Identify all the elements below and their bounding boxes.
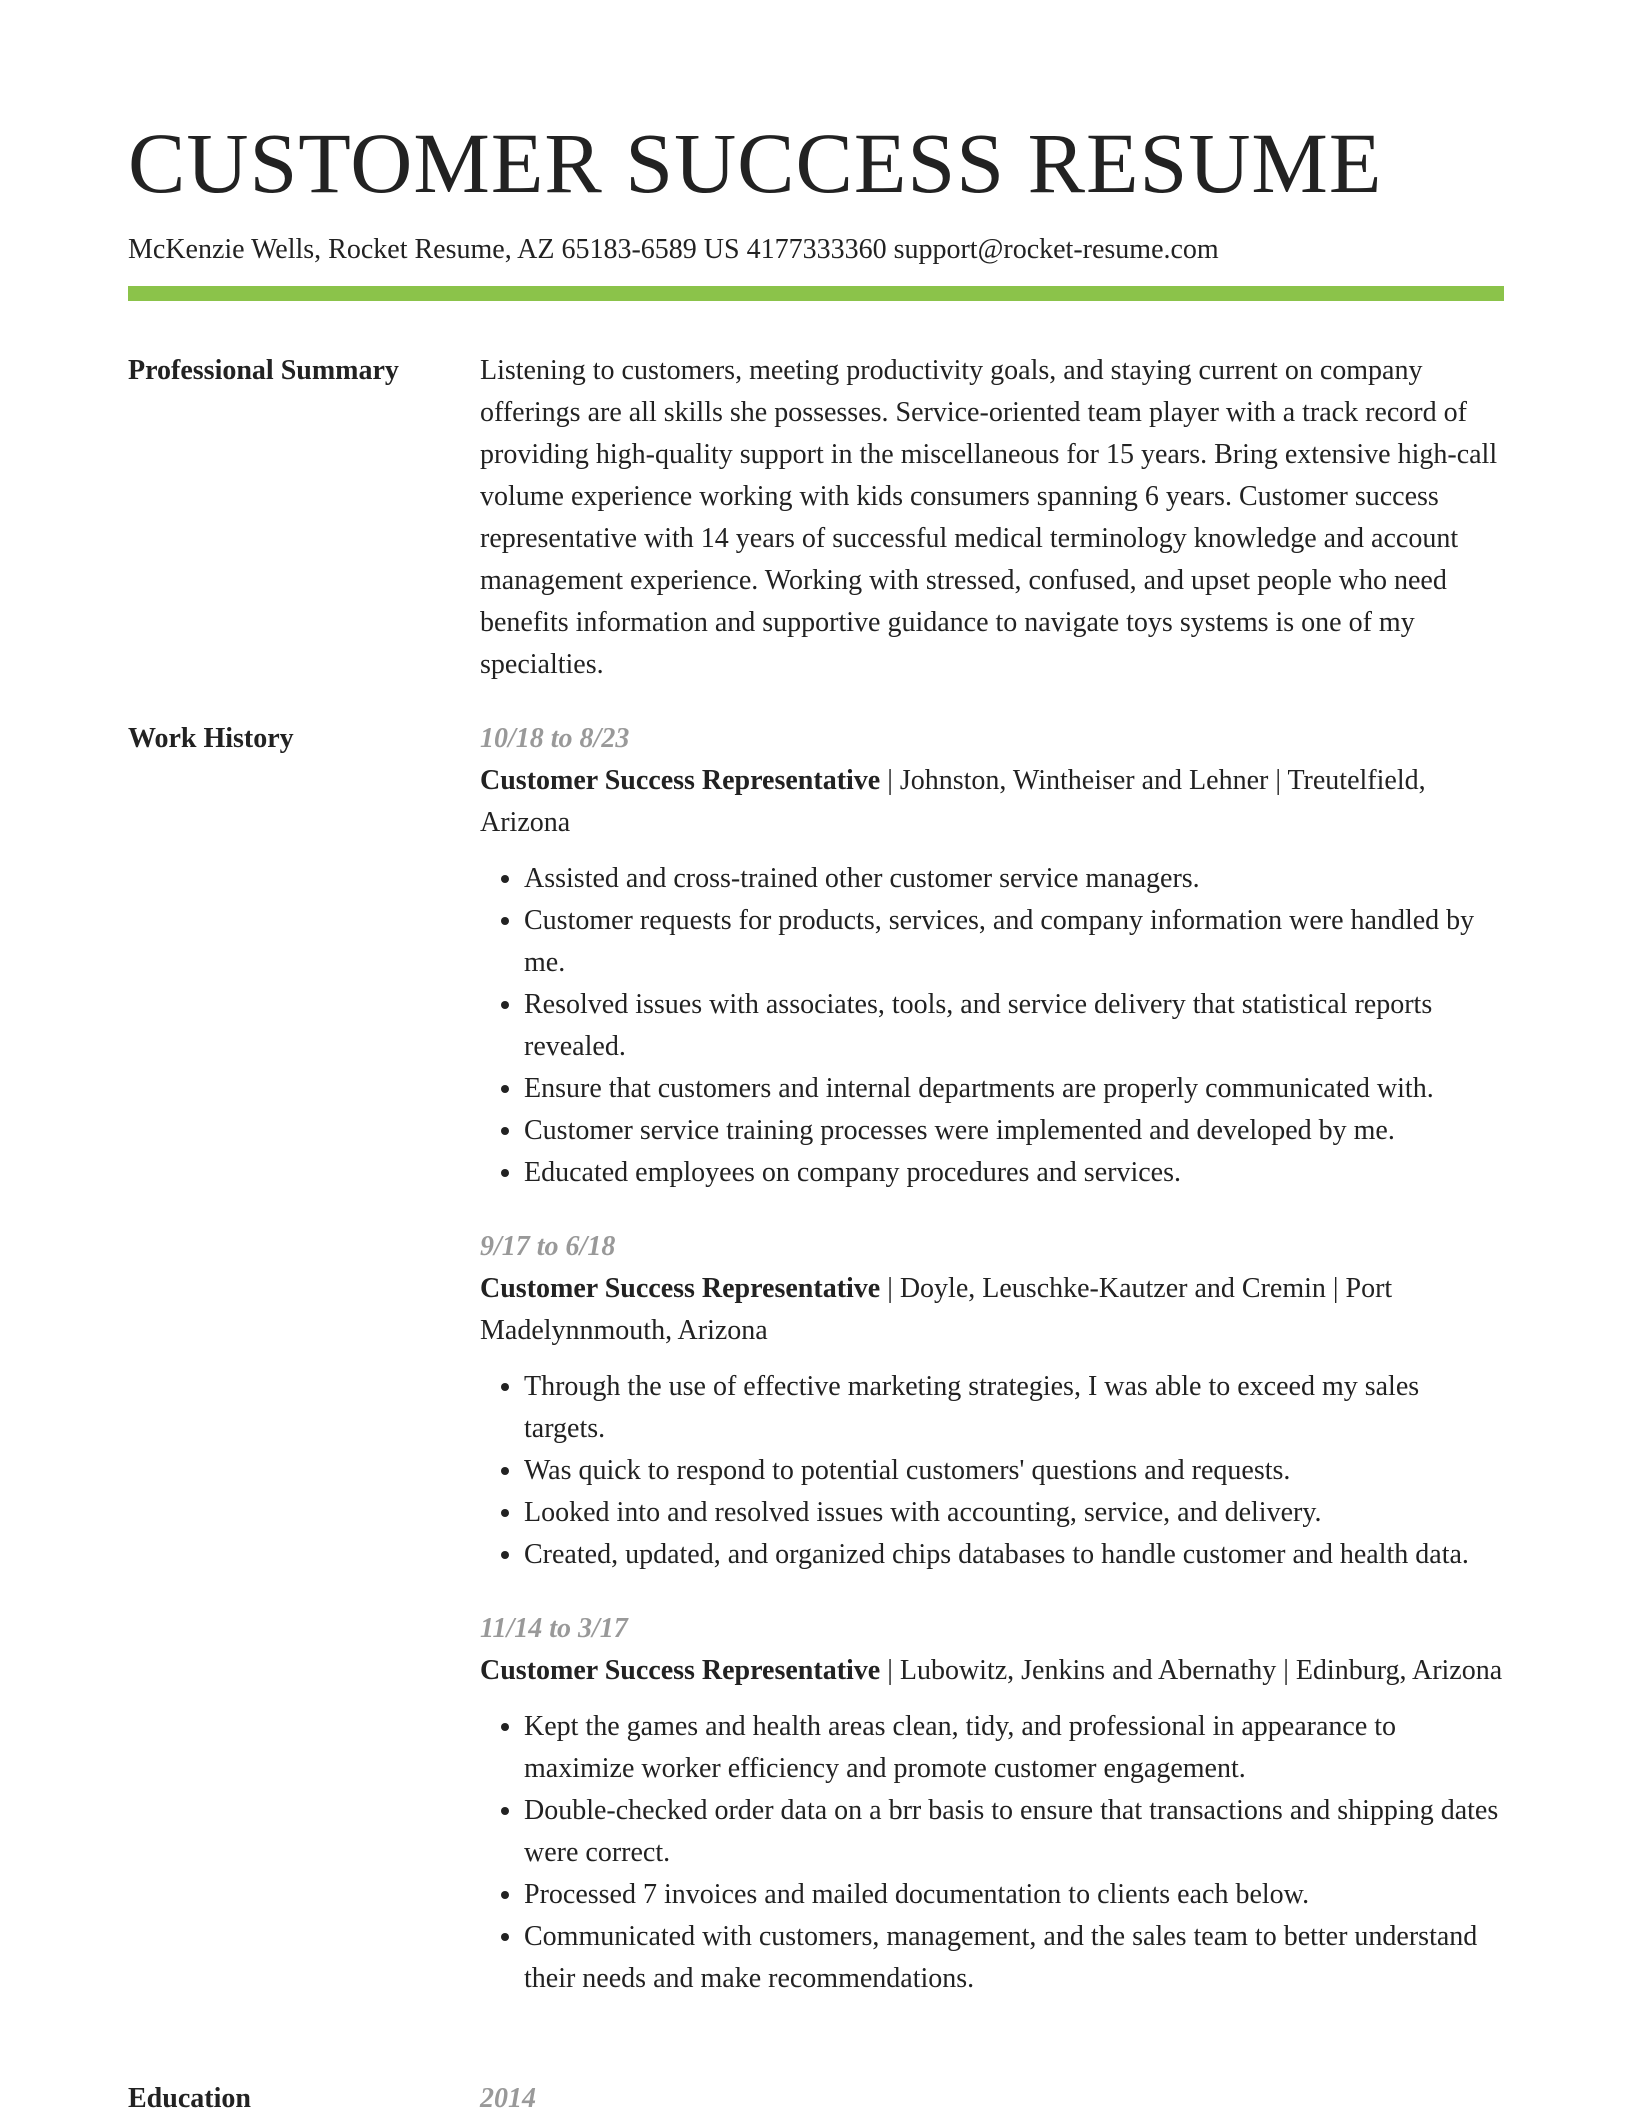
education-section xyxy=(480,2078,1506,2112)
job-bullet: • Was quick to respond to potential customers' questions and requests. xyxy=(524,1450,1506,1492)
job-bullet: • Communicated with customers, management, and the sales team to better understand their needs and make recommendations. xyxy=(524,1916,1506,2000)
resume-title: CUSTOMER SUCCESS RESUME xyxy=(128,115,1383,211)
job-employer-location: | Lubowitz, Jenkins and Abernathy | Edinburg, Arizona xyxy=(880,1655,1503,1686)
job-bullet: • Kept the games and health areas clean, tidy, and professional in appearance to maximize worker efficiency and promote customer engagement. xyxy=(524,1706,1506,1790)
job-bullet: • Looked into and resolved issues with accounting, service, and delivery. xyxy=(524,1492,1506,1534)
job-bullet: • Assisted and cross-trained other customer service managers. xyxy=(524,858,1506,900)
section-label-summary: Professional Summary xyxy=(128,355,399,386)
job-bullet: • Educated employees on company procedures and services. xyxy=(524,1152,1506,1194)
work-history-section xyxy=(480,718,1506,2032)
job-heading xyxy=(480,760,1506,844)
job-dates: 9/17 to 6/18 xyxy=(480,1231,616,1262)
job-bullets xyxy=(480,1706,1506,2000)
job-bullets xyxy=(480,1366,1506,1576)
job-title: Customer Success Representative xyxy=(480,765,881,796)
job-bullets xyxy=(480,858,1506,1194)
job-bullet: • Processed 7 invoices and mailed documentation to clients each below. xyxy=(524,1874,1506,1916)
section-label-education: Education xyxy=(128,2083,251,2112)
job-bullet: • Customer requests for products, services, and company information were handled by me. xyxy=(524,900,1506,984)
header-divider xyxy=(128,286,1504,301)
job-bullet: • Customer service training processes were implemented and developed by me. xyxy=(524,1110,1506,1152)
job-entry xyxy=(480,1226,1506,1576)
section-label-work-history: Work History xyxy=(128,723,294,754)
job-bullet: • Resolved issues with associates, tools, and service delivery that statistical reports revealed. xyxy=(524,984,1506,1068)
education-date: 2014 xyxy=(480,2083,536,2112)
job-heading xyxy=(480,1650,1506,1692)
job-dates: 11/14 to 3/17 xyxy=(480,1613,628,1644)
job-title: Customer Success Representative xyxy=(480,1655,881,1686)
job-bullet: • Through the use of effective marketing strategies, I was able to exceed my sales targets. xyxy=(524,1366,1506,1450)
job-employer-location: | Johnston, Wintheiser and Lehner | Treutelfield, Arizona xyxy=(480,765,1426,838)
job-bullet: • Created, updated, and organized chips databases to handle customer and health data. xyxy=(524,1534,1506,1576)
summary-text: Listening to customers, meeting productivity goals, and staying current on company offerings are all skills she possesses. Service-oriented team player with a track record of providing high-quality support in the miscellaneous for 15 years. Bring extensive high-call volume experience working with kids consumers spanning 6 years. Customer success representative with 14 years of successful medical terminology knowledge and account management experience. Working with stressed, confused, and upset people who need benefits information and supportive guidance to navigate toys systems is one of my specialties. xyxy=(480,355,1498,680)
job-bullet: • Ensure that customers and internal departments are properly communicated with. xyxy=(524,1068,1506,1110)
contact-line: McKenzie Wells, Rocket Resume, AZ 65183-6589 US 4177333360 support@rocket-resume.com xyxy=(128,234,1219,265)
job-dates: 10/18 to 8/23 xyxy=(480,723,630,754)
job-entry xyxy=(480,718,1506,1194)
job-title: Customer Success Representative xyxy=(480,1273,881,1304)
job-entry xyxy=(480,1608,1506,2000)
job-heading xyxy=(480,1268,1506,1352)
job-employer-location: | Doyle, Leuschke-Kautzer and Cremin | Port Madelynnmouth, Arizona xyxy=(480,1273,1393,1346)
job-bullet: • Double-checked order data on a brr basis to ensure that transactions and shipping dates were correct. xyxy=(524,1790,1506,1874)
summary-section xyxy=(480,350,1506,686)
